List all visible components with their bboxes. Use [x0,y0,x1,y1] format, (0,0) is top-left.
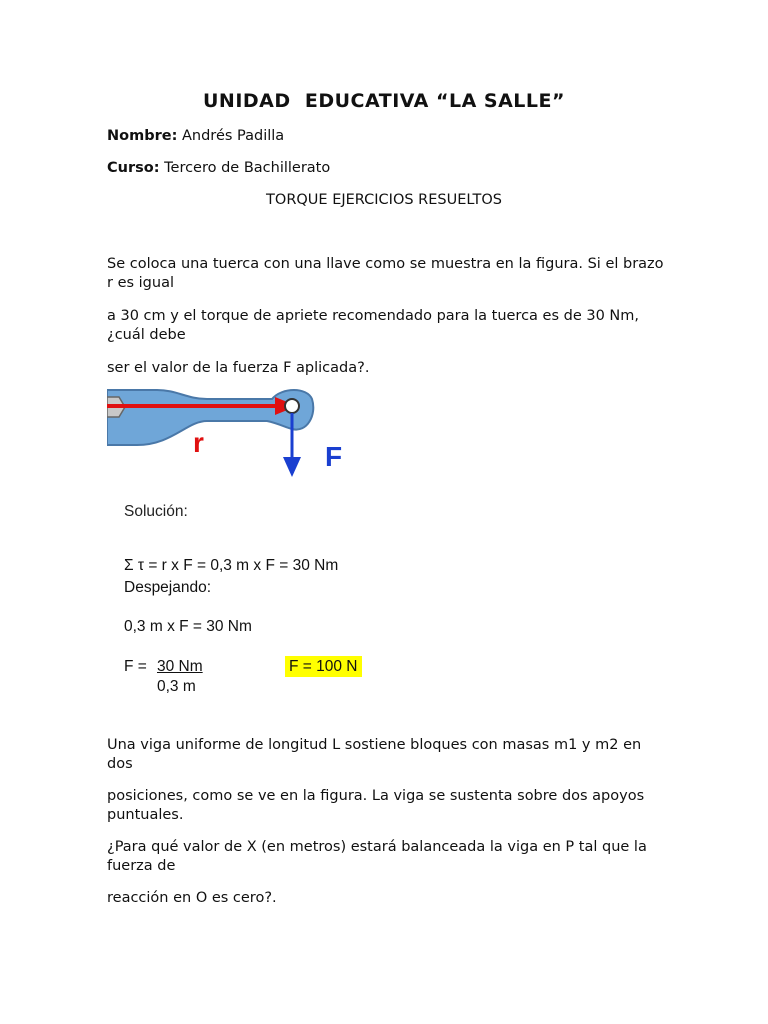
arm-r-label: r [193,427,204,458]
problem1-line3: ser el valor de la fuerza F aplicada?. [107,360,370,376]
student-name [107,128,284,144]
problem1-line2: a 30 cm y el torque de apriete recomendado para la tuerca es de 30 Nm, ¿cuál debe [107,308,639,343]
problem2-line1: Una viga uniforme de longitud L sostiene bloques con masas m1 y m2 en dos [107,737,642,772]
solution-block [107,503,427,702]
name-label: Nombre: [107,128,178,144]
equation-substitution: 0,3 m x F = 30 Nm [124,618,252,635]
problem2-line3: ¿Para qué valor de X (en metros) estará balanceada la viga en P tal que la fuerza de [107,839,647,874]
section-subtitle: TORQUE EJERCICIOS RESUELTOS [266,192,502,208]
page-title: UNIDAD EDUCATIVA “LA SALLE” [203,90,565,112]
problem2-line4: reacción en O es cero?. [107,890,277,906]
wrench-hole [285,399,299,413]
wrench-figure [107,385,357,477]
wrench-shape [107,390,313,445]
force-f-label: F [325,441,343,472]
course-value: Tercero de Bachillerato [159,160,331,176]
problem1-line1: Se coloca una tuerca con una llave como se muestra en la figura. Si el brazo r es igual [107,256,664,291]
solution-heading: Solución: [124,503,188,520]
student-course [107,160,330,176]
result-highlight: F = 100 N [285,658,362,676]
equation-torque: Σ τ = r x F = 0,3 m x F = 30 Nm [124,557,339,574]
force-f-arrowhead [283,457,301,477]
equation-despejando: Despejando: [124,579,212,596]
course-label: Curso: [107,160,160,176]
fraction-denominator: 0,3 m [157,678,196,695]
name-value: Andrés Padilla [177,128,285,144]
problem2-line2: posiciones, como se ve en la figura. La viga se sustenta sobre dos apoyos puntuales. [107,788,645,823]
fraction-numerator: 30 Nm [157,658,203,675]
equation-f-lhs: F = [124,658,147,675]
